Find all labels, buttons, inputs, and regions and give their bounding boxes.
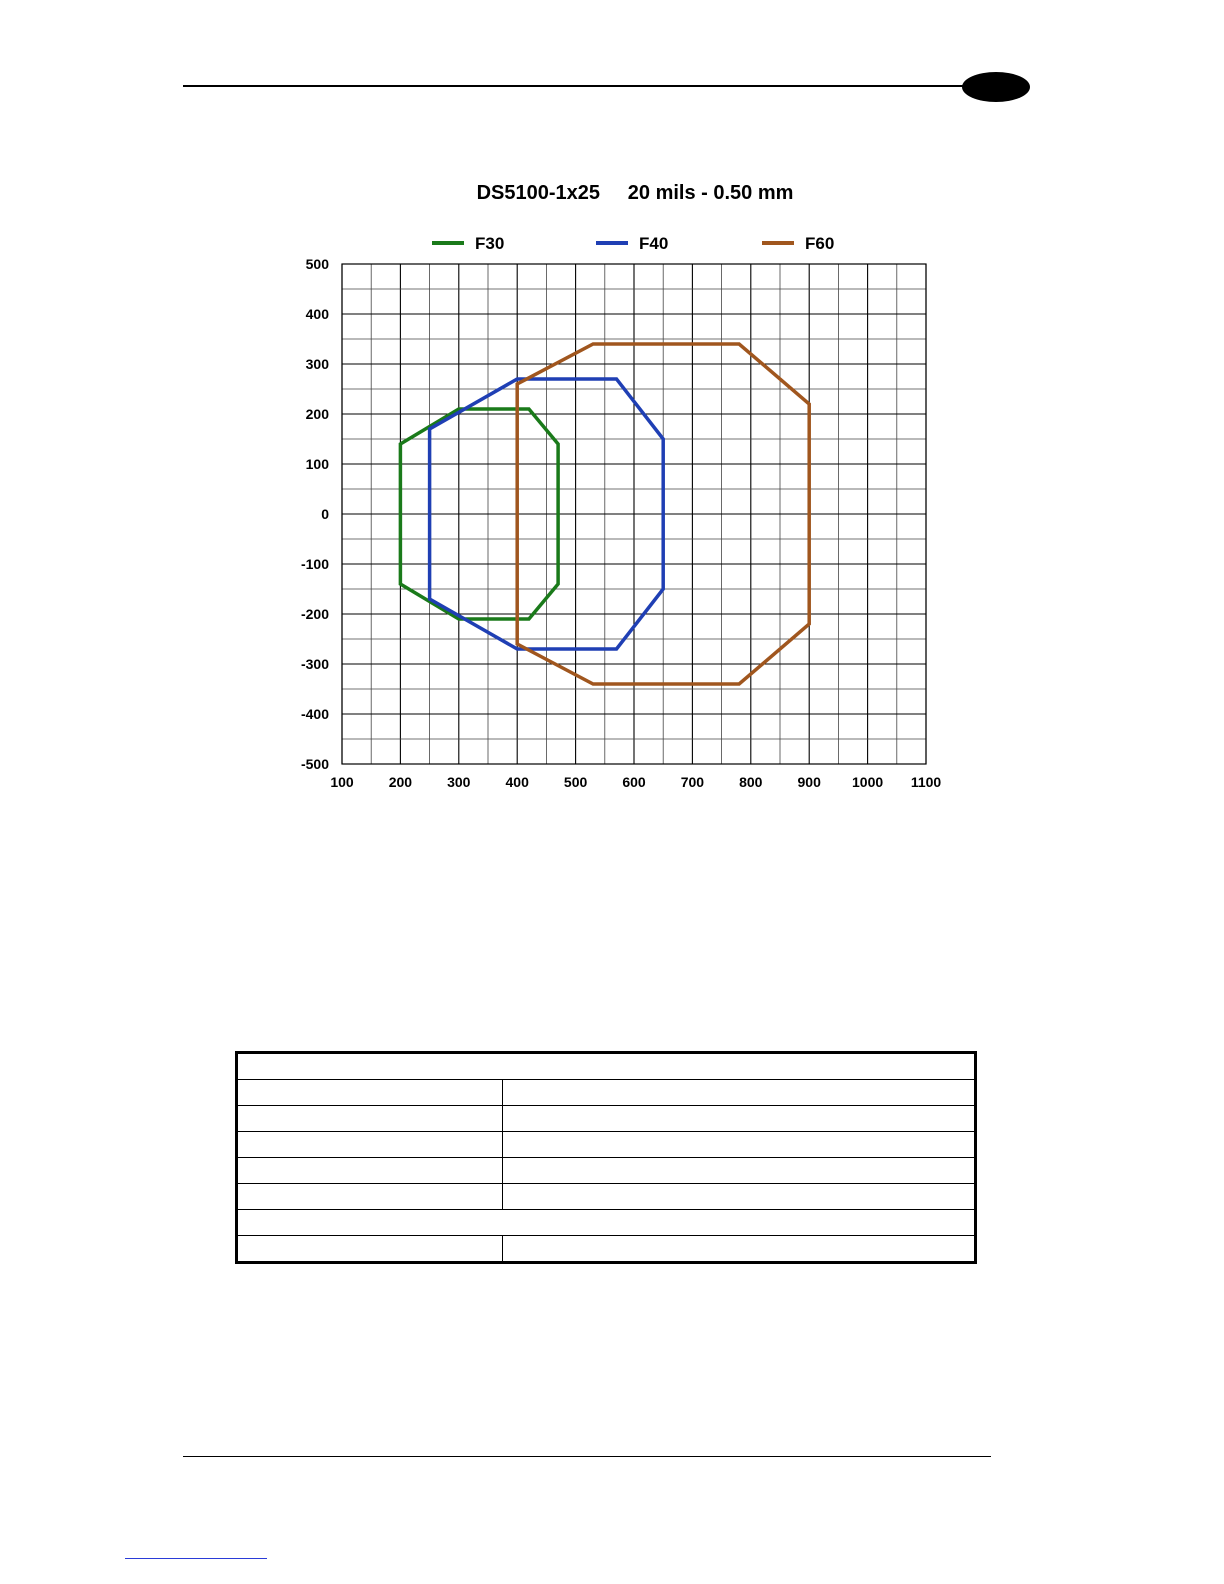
y-tick-label: 100 [305, 456, 329, 472]
spec-table [235, 1051, 977, 1264]
table-row [237, 1053, 976, 1080]
table-row [237, 1080, 976, 1106]
table-cell [237, 1132, 503, 1158]
x-tick-label: 200 [388, 774, 413, 790]
x-tick-label: 1000 [852, 774, 884, 790]
y-tick-label: 0 [321, 506, 329, 522]
x-tick-label: 300 [447, 774, 471, 790]
chart-title: DS5100-1x25 20 mils - 0.50 mm [476, 182, 794, 204]
reading-diagram-svg [280, 170, 960, 810]
x-tick-label: 400 [505, 774, 529, 790]
table-cell [503, 1080, 976, 1106]
y-tick-label: 400 [305, 306, 329, 322]
footer-link-underline [125, 1558, 267, 1559]
header-rule [183, 85, 973, 87]
table-row [237, 1184, 976, 1210]
legend-label-f40: F40 [639, 234, 669, 253]
chapter-badge [962, 72, 1030, 102]
y-tick-label: -500 [300, 756, 329, 772]
table-cell [237, 1158, 503, 1184]
legend-label-f60: F60 [805, 234, 835, 253]
y-tick-label: 300 [305, 356, 329, 372]
table-cell [237, 1210, 976, 1236]
x-axis-ticks [330, 774, 941, 790]
chart-legend [432, 234, 834, 253]
y-tick-label: 500 [305, 256, 329, 272]
y-tick-label: -200 [300, 606, 329, 622]
table-cell [237, 1106, 503, 1132]
table-cell [503, 1106, 976, 1132]
x-tick-label: 700 [680, 774, 705, 790]
x-tick-label: 800 [739, 774, 763, 790]
reading-diagram [280, 170, 960, 810]
table-cell [237, 1184, 503, 1210]
table-cell [237, 1053, 976, 1080]
x-tick-label: 1100 [910, 774, 942, 790]
y-tick-label: -300 [300, 656, 329, 672]
table-row [237, 1106, 976, 1132]
table-cell [503, 1132, 976, 1158]
table-row [237, 1210, 976, 1236]
x-tick-label: 100 [330, 774, 354, 790]
y-tick-label: 200 [305, 406, 329, 422]
table-cell [503, 1158, 976, 1184]
table-cell [237, 1080, 503, 1106]
y-tick-label: -100 [300, 556, 329, 572]
table-cell [237, 1236, 503, 1263]
legend-label-f30: F30 [475, 234, 505, 253]
table-row [237, 1236, 976, 1263]
x-tick-label: 500 [563, 774, 588, 790]
y-tick-label: -400 [300, 706, 329, 722]
table-cell [503, 1236, 976, 1263]
footer-rule [183, 1456, 991, 1457]
table-row [237, 1132, 976, 1158]
table-row [237, 1158, 976, 1184]
x-tick-label: 900 [797, 774, 821, 790]
x-tick-label: 600 [622, 774, 646, 790]
table-cell [503, 1184, 976, 1210]
y-axis-ticks [301, 256, 329, 772]
